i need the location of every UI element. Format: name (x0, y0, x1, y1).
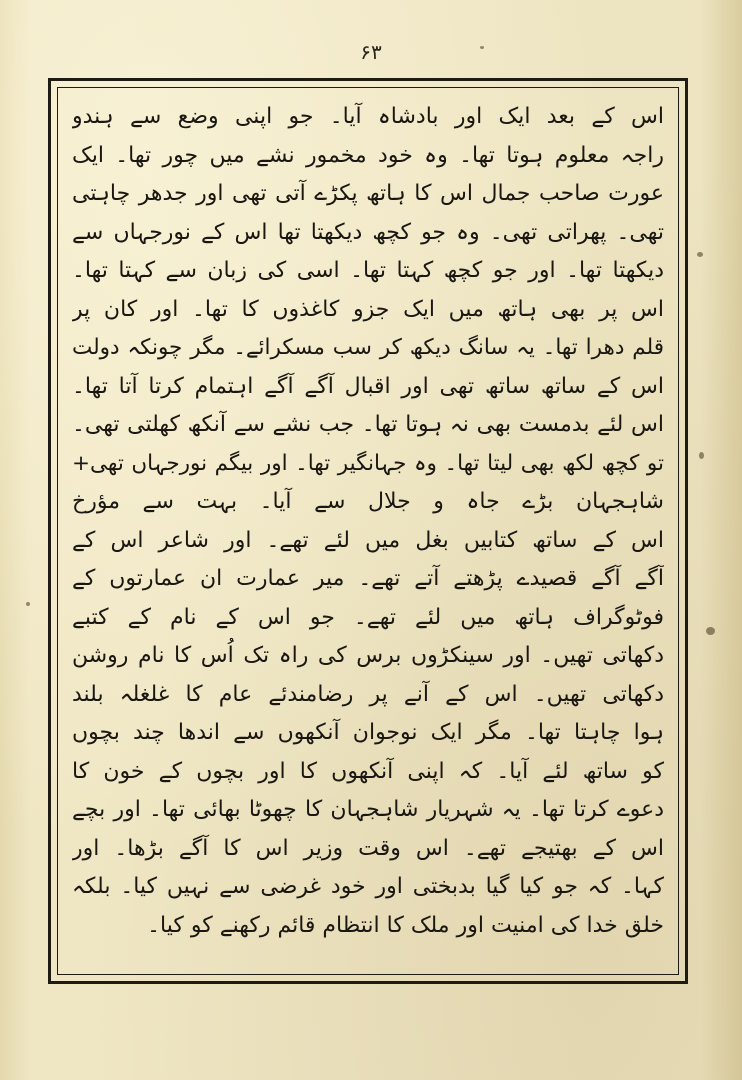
text-line: اس کے بعد ایک اور بادشاہ آیا۔ جو اپنی وضع سے ہندو (72, 104, 664, 129)
text-line: شاہجہان بڑے جاہ و جلال سے آیا۔ بہت سے مؤرخ (72, 489, 664, 514)
text-line: فوٹوگراف ہاتھ میں لئے تھے۔ جو اس کے نام کے کتبے (72, 604, 664, 630)
text-line: قلم دھرا تھا۔ یہ سانگ دیکھ کر سب مسکرائے۔ مگر چونکہ دولت (72, 335, 664, 360)
text-line: خلق خدا کی امنیت اور ملک کا انتظام قائم رکھنے کو کیا۔ (147, 912, 664, 938)
inner-border-frame (57, 87, 679, 975)
text-line: دکھاتی تھیں۔ اور سینکڑوں برس کی راہ تک اُس کا نام روشن (72, 643, 664, 668)
text-line: اس پر بھی ہاتھ میں ایک جزو کاغذوں کا تھا۔ اور کان پر (72, 296, 664, 322)
text-line: کو ساتھ لئے آیا۔ کہ اپنی آنکھوں کا اور بچوں کے خون کا (72, 758, 664, 784)
text-line: دیکھتا تھا۔ اور جو کچھ کہتا تھا۔ اسی کی زبان سے کہتا تھا۔ (72, 258, 664, 283)
text-line: تھی۔ پھراتی تھی۔ وہ جو کچھ دیکھتا تھا اس کے نورجہاں سے (72, 219, 664, 245)
paper-stain (697, 252, 703, 257)
paper-stain (699, 452, 704, 459)
text-line: تو کچھ لکھ بھی لیتا تھا۔ وہ جہانگیر تھا۔ اور بیگم نورجہاں تھی+ (72, 450, 664, 476)
paper-stain (26, 602, 30, 606)
paper-stain (706, 627, 715, 635)
text-line: آگے آگے قصیدے پڑھتے آتے تھے۔ میر عمارت ان عمارتوں کے (72, 566, 664, 591)
text-line: اس کے ساتھ ساتھ تھی اور اقبال آگے آگے اہتمام کرتا آتا تھا۔ (72, 373, 664, 399)
text-line: دکھاتی تھیں۔ اس کے آنے پر رضامندئے عام کا غلغلہ بلند (72, 681, 664, 707)
paper-stain (480, 46, 484, 49)
text-line: اس لئے بدمست بھی نہ ہوتا تھا۔ جب نشے سے آنکھ کھلتی تھی۔ (72, 412, 664, 437)
text-line: عورت صاحب جمال اس کا ہاتھ پکڑے آتی تھی اور جدھر چاہتی (72, 181, 664, 206)
text-line: اس کے ساتھ کتابیں بغل میں لئے تھے۔ اور شاعر اس کے (72, 527, 664, 553)
text-line: ہوا چاہتا تھا۔ مگر ایک نوجوان آنکھوں سے اندھا چند بچوں (72, 720, 664, 745)
urdu-text-block (72, 98, 664, 945)
text-line: دعوے کرتا تھا۔ یہ شہریار شاہجہان کا چھوٹا بھائی تھا۔ اور بچے (72, 797, 664, 822)
text-line: راجہ معلوم ہوتا تھا۔ وہ خود مخمور نشے میں چور تھا۔ ایک (72, 142, 664, 168)
text-line: کہا۔ کہ جو کیا گیا بدبختی اور خود غرضی سے نہیں کیا۔ بلکہ (72, 874, 664, 899)
page-number: ۶۳ (360, 40, 382, 64)
text-line: اس کے بھتیجے تھے۔ اس وقت وزیر اس کا آگے بڑھا۔ اور (72, 835, 664, 861)
